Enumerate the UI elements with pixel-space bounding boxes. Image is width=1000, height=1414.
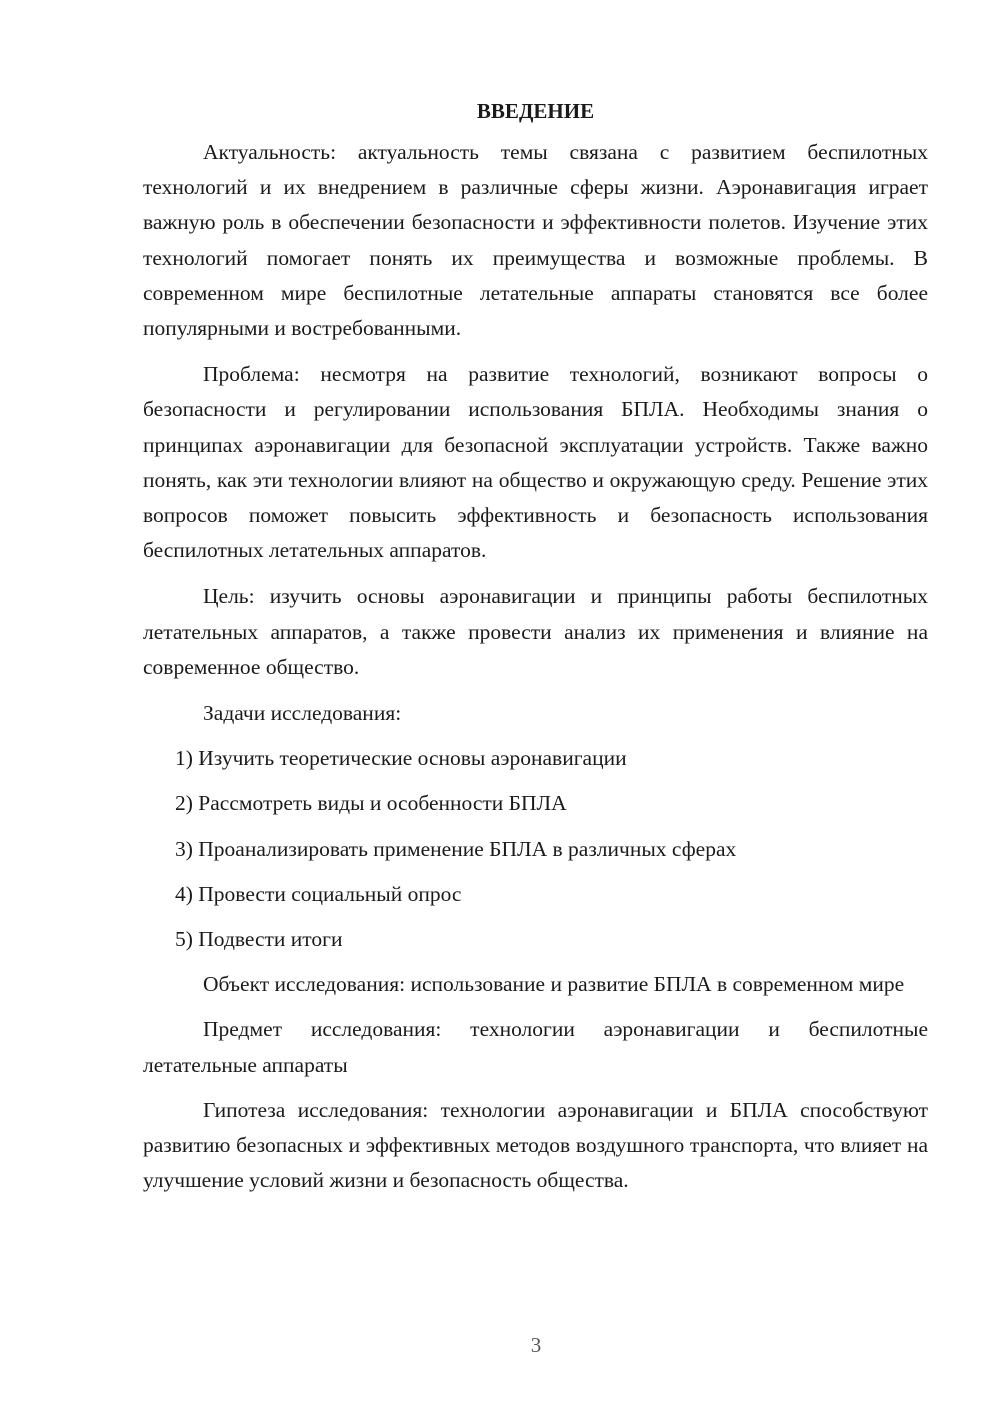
task-item-3: 3) Проанализировать применение БПЛА в различных сферах — [175, 836, 737, 861]
section-title: ВВЕДЕНИЕ — [476, 99, 595, 123]
task-list — [143, 741, 928, 957]
hypothesis-paragraph: Гипотеза исследования: технологии аэронавигации и БПЛА способствуют развитию безопасных и эффективных методов воздушного транспорта, что влияет на улучшение условий жизни и безопасность общества. — [143, 1097, 928, 1193]
page-number: 3 — [530, 1333, 542, 1357]
task-item-4: 4) Провести социальный опрос — [175, 881, 462, 906]
goal-paragraph: Цель: изучить основы аэронавигации и принципы работы беспилотных летательных аппаратов, а также провести анализ их применения и влияние на современное общество. — [143, 584, 928, 679]
tasks-heading: Задачи исследования: — [203, 701, 402, 726]
relevance-paragraph: Актуальность: актуальность темы связана с развитием беспилотных технологий и их внедрением в различные сферы жизни. Аэронавигация играет важную роль в обеспечении безопасности и эффективности полетов. Изучение этих технологий помогает понять их преимущества и возможные проблемы. В современном мире беспилотные летательные аппараты становятся все более популярными и востребованными. — [143, 140, 928, 341]
task-item-2: 2) Рассмотреть виды и особенности БПЛА — [175, 791, 567, 816]
object-paragraph: Объект исследования: использование и развитие БПЛА в современном мире — [203, 972, 905, 997]
task-item-5: 5) Подвести итоги — [175, 927, 343, 952]
problem-paragraph: Проблема: несмотря на развитие технологий, возникают вопросы о безопасности и регулировании использования БПЛА. Необходимы знания о принципах аэронавигации для безопасной эксплуатации устройств. Также важно понять, как эти технологии влияют на общество и окружающую среду. Решение этих вопросов поможет повысить эффективность и безопасность использования беспилотных летательных аппаратов. — [143, 362, 928, 563]
subject-paragraph: Предмет исследования: технологии аэронавигации и беспилотные летательные аппараты — [143, 1017, 928, 1077]
task-item-1: 1) Изучить теоретические основы аэронавигации — [175, 746, 627, 771]
document-page — [143, 96, 928, 1209]
